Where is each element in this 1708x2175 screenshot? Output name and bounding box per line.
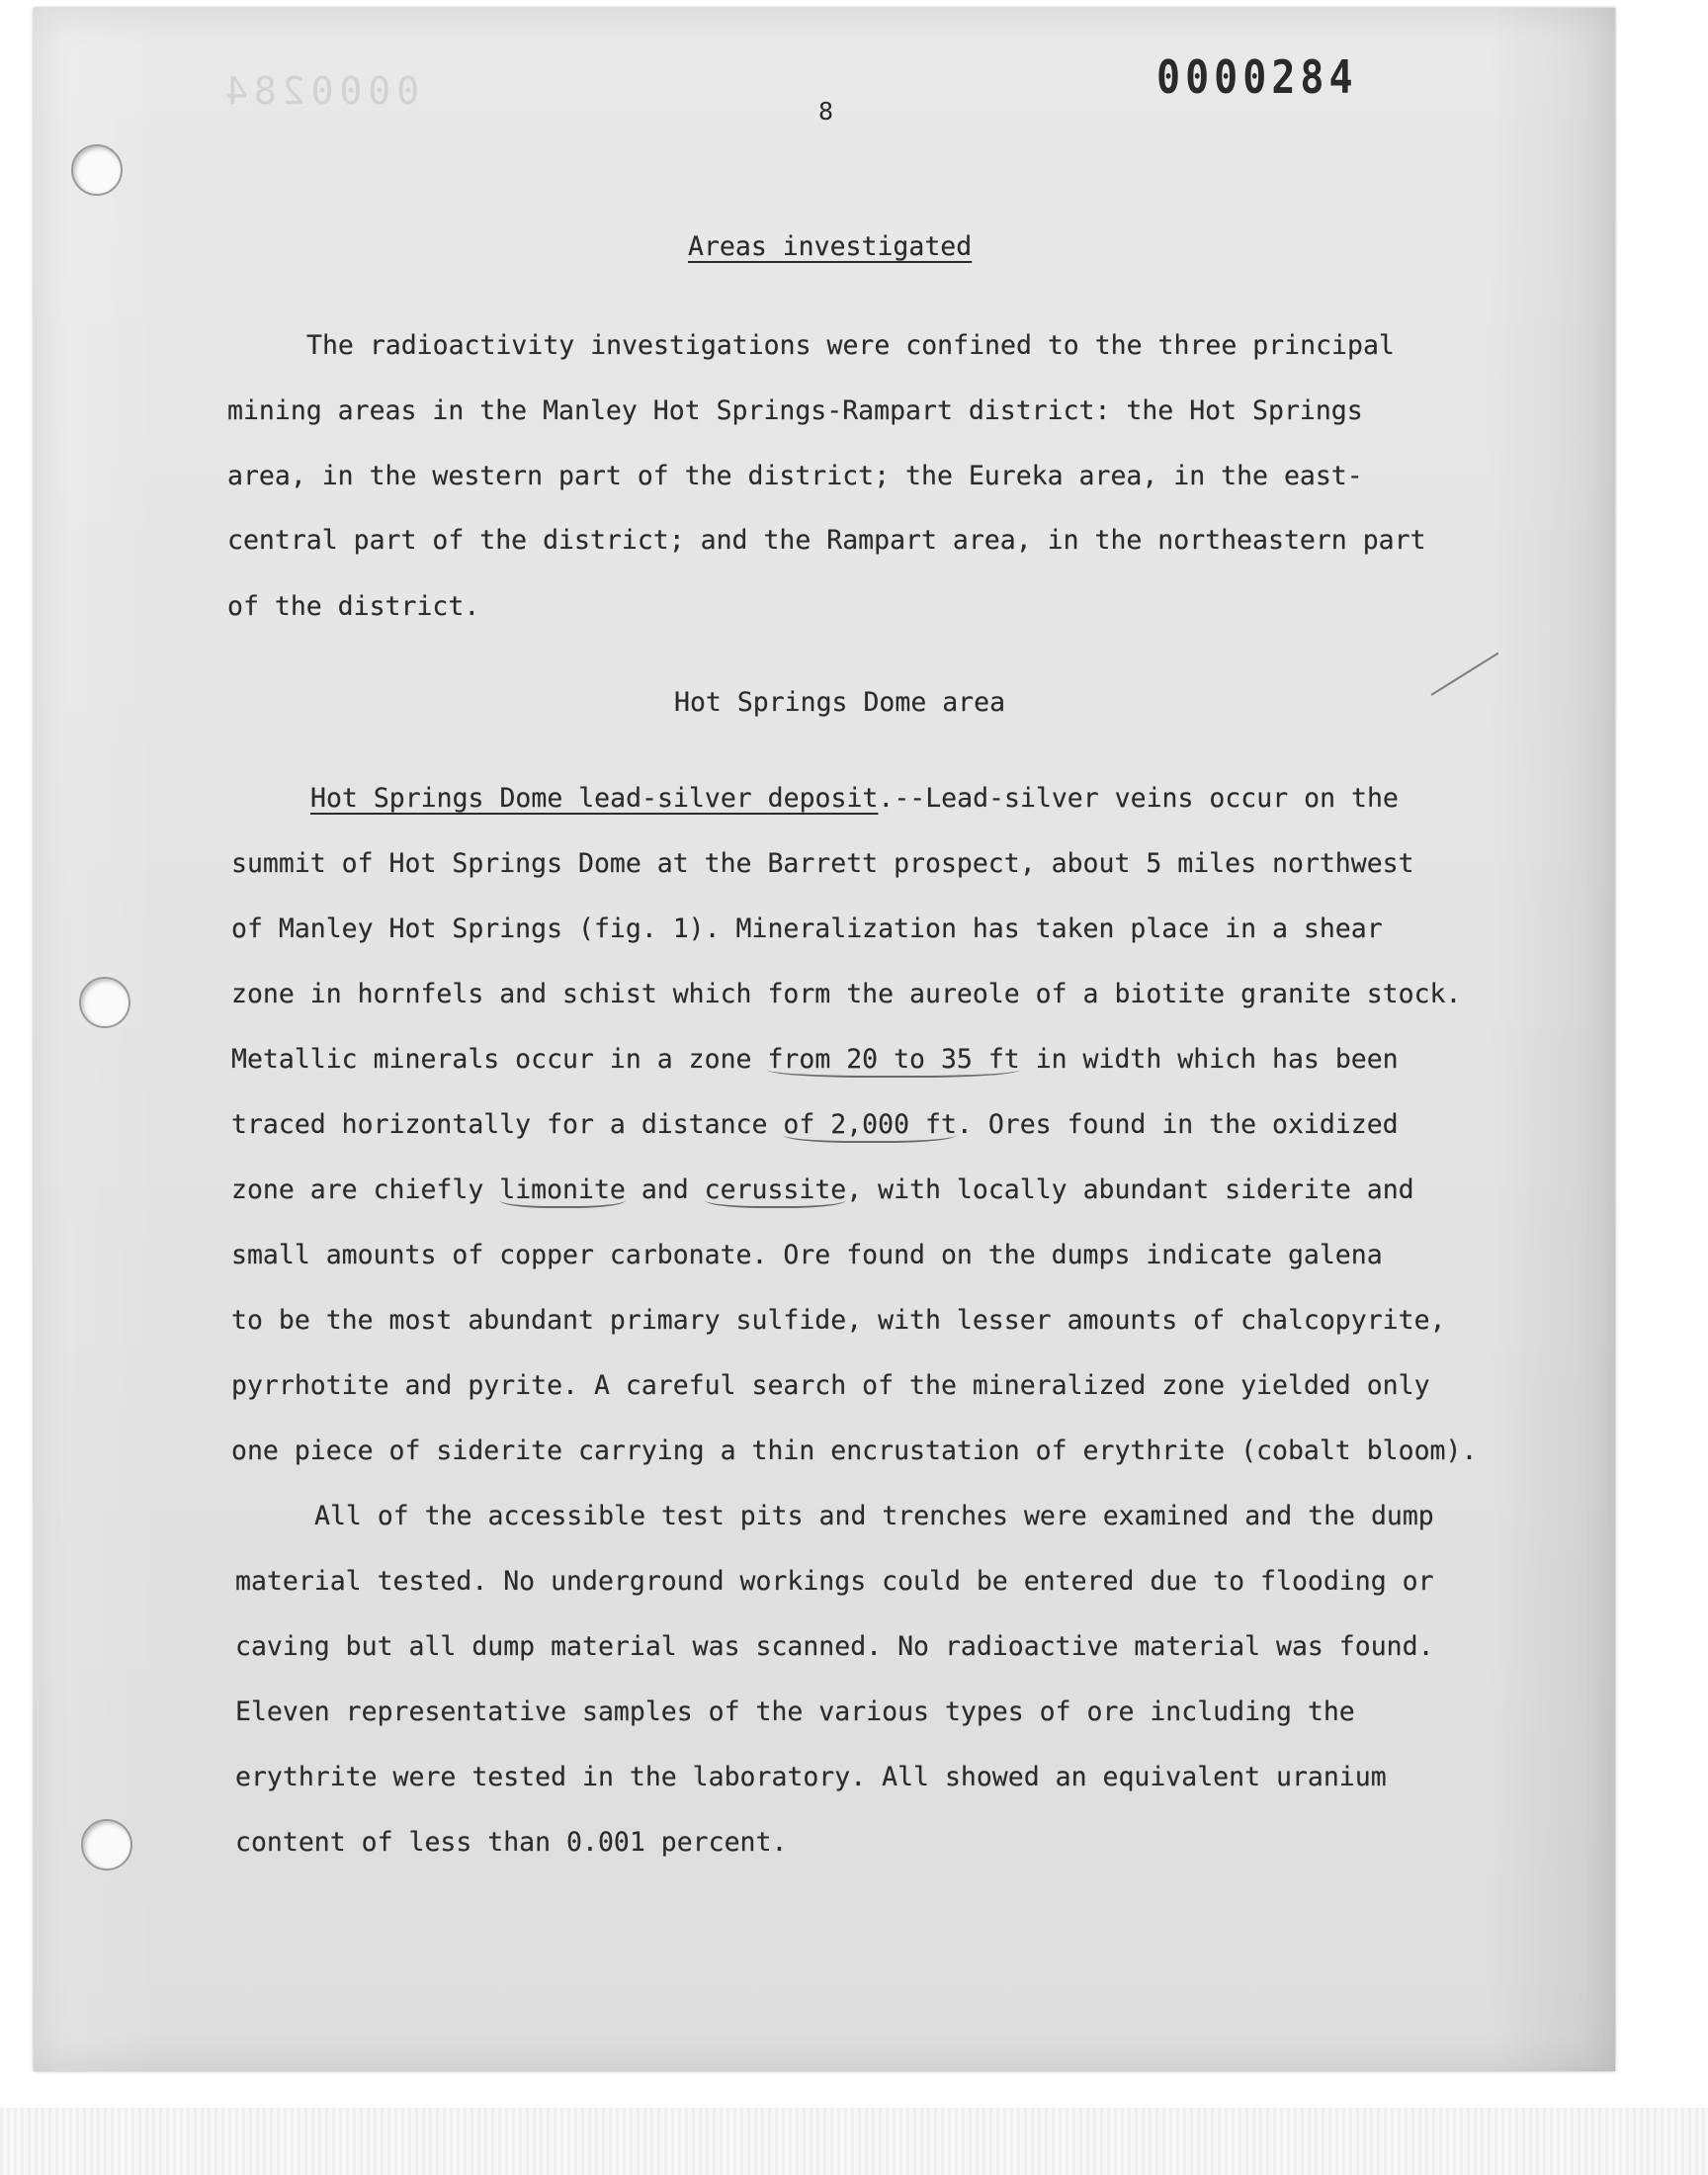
body-line: The radioactivity investigations were confined to the three principal: [306, 330, 1395, 361]
punch-hole-top: [71, 144, 123, 196]
body-line: one piece of siderite carrying a thin encrustation of erythrite (cobalt bloom).: [231, 1436, 1478, 1466]
scan-bottom-strip: [0, 2108, 1708, 2175]
body-line: mining areas in the Manley Hot Springs-Rampart district: the Hot Springs: [227, 395, 1363, 426]
bleed-through-number: 0000284: [219, 69, 420, 113]
body-line: area, in the western part of the district; the Eureka area, in the east-: [227, 461, 1363, 491]
section-heading-areas-investigated: Areas investigated: [688, 231, 973, 262]
paragraph-first-line: [310, 783, 1399, 814]
body-line: of the district.: [227, 591, 480, 622]
punch-hole-middle: [79, 977, 130, 1028]
body-text: Metallic minerals occur in a zone: [231, 1044, 768, 1075]
hand-underlined-text: limonite: [499, 1177, 626, 1208]
body-line: content of less than 0.001 percent.: [235, 1827, 788, 1858]
deposit-title: Hot Springs Dome lead-silver deposit: [310, 783, 879, 814]
document-number-stamp: 0000284: [1156, 51, 1358, 105]
body-line: caving but all dump material was scanned. No radioactive material was found.: [235, 1631, 1434, 1662]
body-line: pyrrhotite and pyrite. A careful search of the mineralized zone yielded only: [231, 1370, 1430, 1401]
body-line: of Manley Hot Springs (fig. 1). Mineralization has taken place in a shear: [231, 914, 1383, 944]
body-line: All of the accessible test pits and trenches were examined and the dump: [314, 1501, 1434, 1531]
body-line: summit of Hot Springs Dome at the Barrett prospect, about 5 miles northwest: [231, 848, 1414, 879]
body-line: central part of the district; and the Rampart area, in the northeastern part: [227, 525, 1426, 556]
body-text: . Ores found in the oxidized: [956, 1109, 1399, 1140]
body-line: to be the most abundant primary sulfide, with lesser amounts of chalcopyrite,: [231, 1305, 1446, 1336]
body-line: zone in hornfels and schist which form the aureole of a biotite granite stock.: [231, 979, 1462, 1009]
hand-underlined-text: of 2,000 ft: [783, 1112, 957, 1143]
body-text: zone are chiefly: [231, 1174, 500, 1205]
body-line: erythrite were tested in the laboratory. All showed an equivalent uranium: [235, 1762, 1387, 1792]
body-line: small amounts of copper carbonate. Ore found on the dumps indicate galena: [231, 1240, 1383, 1270]
hand-underlined-text: from 20 to 35 ft: [767, 1047, 1019, 1078]
body-text: , with locally abundant siderite and: [846, 1174, 1414, 1205]
body-line: [231, 1109, 1399, 1143]
body-line: Eleven representative samples of the various types of ore including the: [235, 1696, 1355, 1727]
body-text: and: [625, 1174, 705, 1205]
body-line: material tested. No underground workings could be entered due to flooding or: [235, 1566, 1434, 1597]
body-line: [231, 1044, 1399, 1078]
hand-underlined-text: cerussite: [705, 1177, 847, 1208]
body-text: in width which has been: [1019, 1044, 1399, 1075]
section-heading-hot-springs-dome-area: Hot Springs Dome area: [674, 687, 1006, 718]
body-text: traced horizontally for a distance: [231, 1109, 784, 1140]
page-number: 8: [818, 97, 834, 126]
punch-hole-bottom: [81, 1819, 132, 1870]
body-text: .--Lead-silver veins occur on the: [878, 783, 1399, 814]
body-line: [231, 1174, 1414, 1208]
